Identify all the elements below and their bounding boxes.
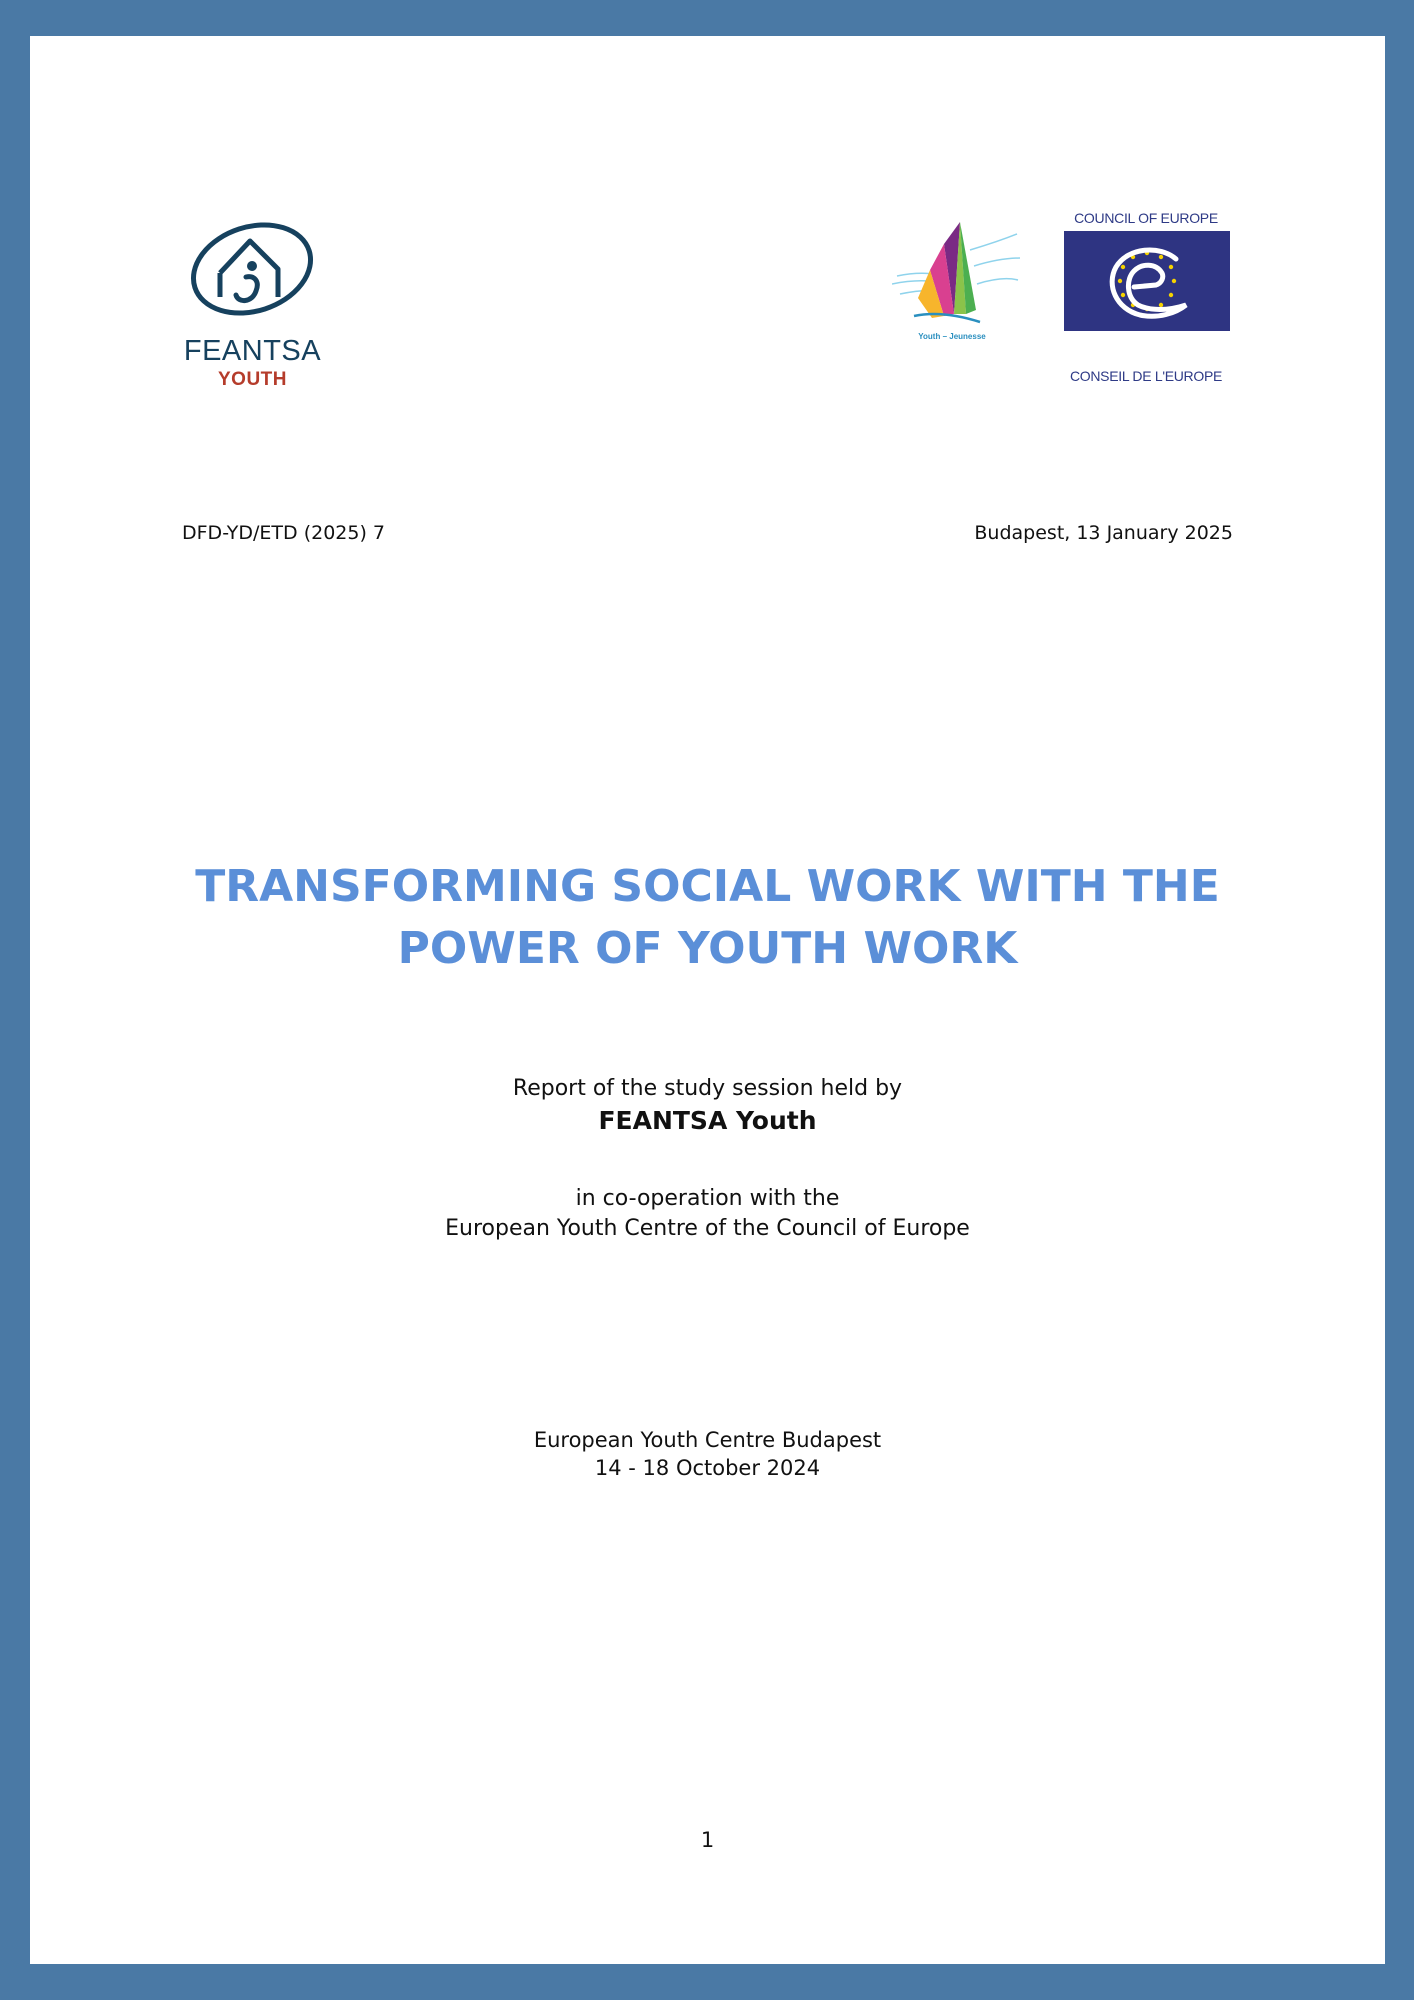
document-reference: DFD-YD/ETD (2025) 7: [182, 522, 386, 544]
title-line-2: POWER OF YOUTH WORK: [397, 923, 1018, 974]
coe-flag: [1064, 231, 1230, 331]
feantsa-youth-logo: [180, 211, 340, 426]
feantsa-house-icon: [180, 211, 325, 331]
youth-sail-icon: [892, 214, 1022, 334]
organisation-name: FEANTSA Youth: [598, 1106, 817, 1135]
youth-jeunesse-logo: [892, 214, 1022, 344]
partner-centre-line: European Youth Centre of the Council of Europe: [445, 1216, 970, 1241]
coe-emblem-icon: [1064, 231, 1230, 331]
coe-logo-bottom-text: CONSEIL DE L'EUROPE: [1069, 368, 1223, 384]
feantsa-logo-subtext: YOUTH: [218, 369, 287, 390]
page-number: 1: [700, 1828, 715, 1852]
cooperation-line: in co-operation with the: [575, 1186, 840, 1211]
youth-logo-caption: Youth – Jeunesse: [918, 332, 986, 341]
event-dates: 14 - 18 October 2024: [594, 1456, 821, 1480]
council-of-europe-logo: [1062, 208, 1232, 388]
document-title: [130, 856, 1285, 980]
report-line: Report of the study session held by: [512, 1076, 903, 1101]
title-line-1: TRANSFORMING SOCIAL WORK WITH THE: [195, 861, 1220, 912]
feantsa-logo-text: FEANTSA: [183, 335, 322, 367]
document-page: [30, 36, 1385, 1964]
coe-logo-top-text: COUNCIL OF EUROPE: [1074, 210, 1218, 226]
document-date: Budapest, 13 January 2025: [974, 522, 1233, 544]
event-venue: European Youth Centre Budapest: [533, 1428, 882, 1452]
